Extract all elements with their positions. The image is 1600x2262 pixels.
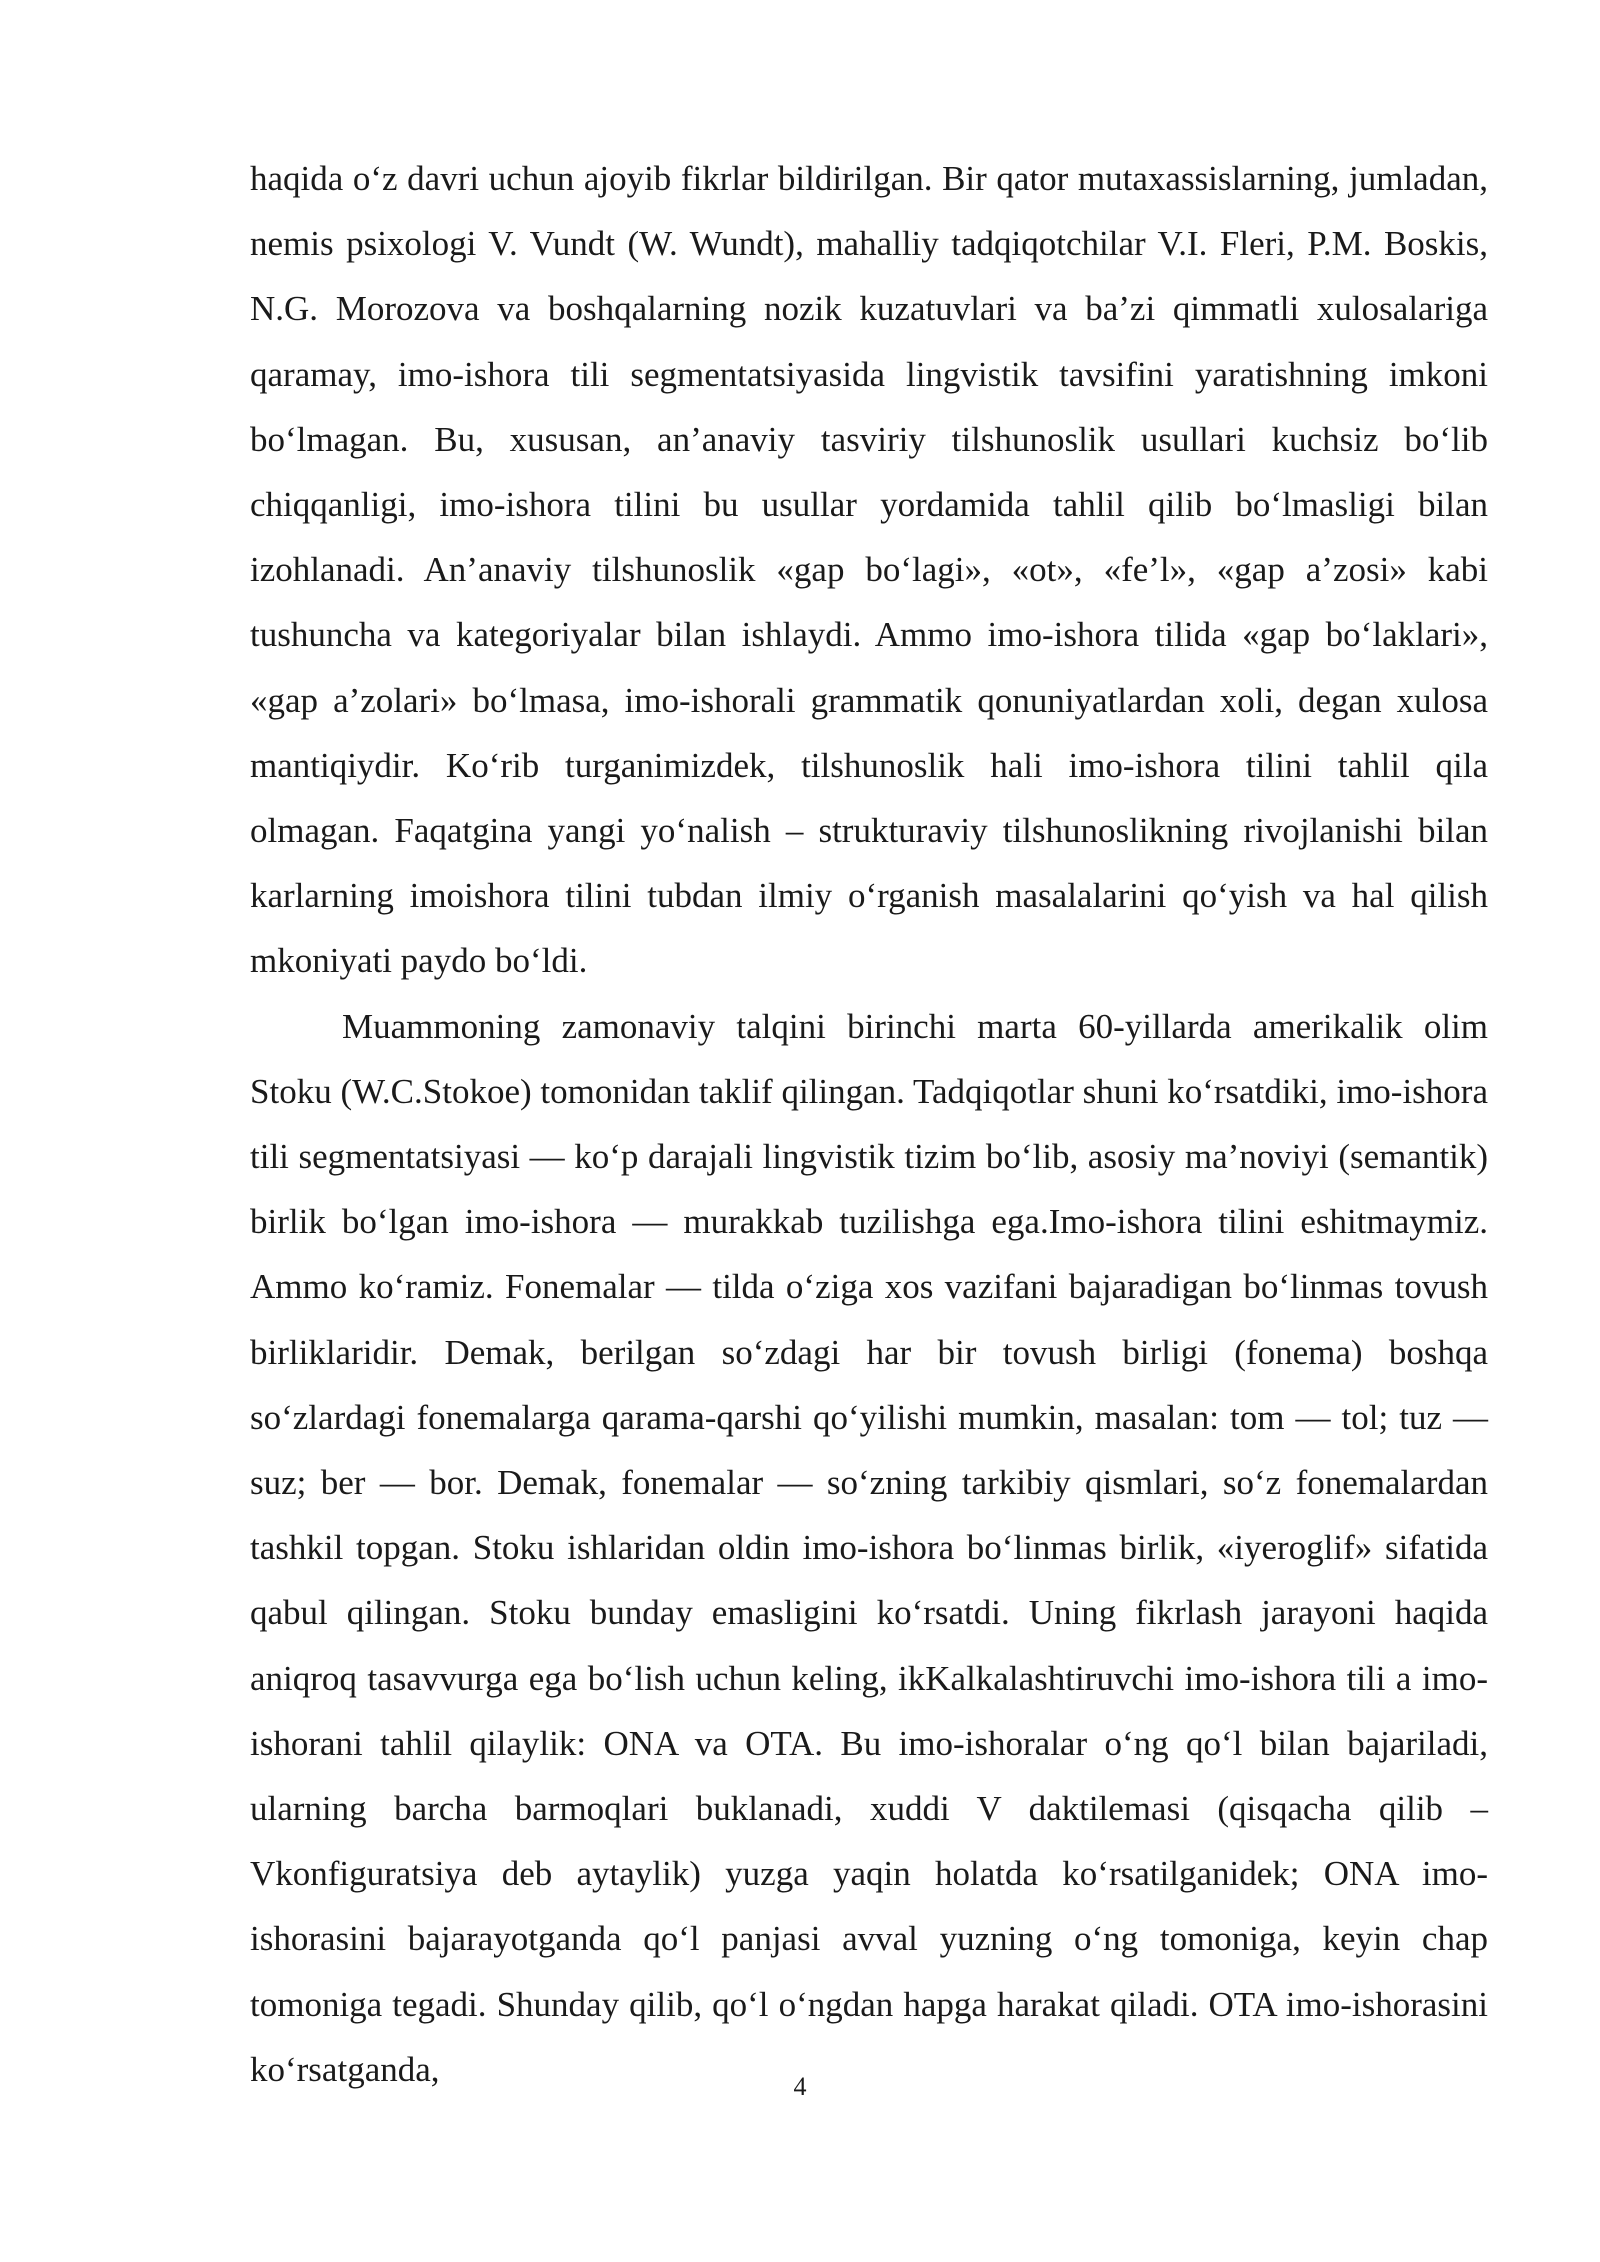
paragraph-stokoe: Muammoning zamonaviy talqini birinchi marta 60-yillarda amerikalik olim Stoku (W.C.Stokoe) tomonidan taklif qilingan. Tadqiqotlar shuni ko‘rsatdiki, imo-ishora tili segmentatsiyasi — ko‘p darajali lingvistik tizim bo‘lib, asosiy ma’noviyi (semantik) birlik bo‘lgan imo-ishora — murakkab tuzilishga ega.Imo-ishora tilini eshitmaymiz. Ammo ko‘ramiz. Fonemalar — tilda o‘ziga xos vazifani bajaradigan bo‘linmas tovush birliklaridir. Demak, berilgan so‘zdagi har bir tovush birligi (fonema) boshqa so‘zlardagi fonemalarga qarama-qarshi qo‘yilishi mumkin, masalan: tom — tol; tuz — suz; ber — bor. Demak, fonemalar — so‘zning tarkibiy qismlari, so‘z fonemalardan tashkil topgan. Stoku ishlaridan oldin imo-ishora bo‘linmas birlik, «iyeroglif» sifatida qabul qilingan. Stoku bunday emasligini ko‘rsatdi. Uning fikrlash jarayoni haqida aniqroq tasavvurga ega bo‘lish uchun keling, ikKalkalashtiruvchi imo-ishora tili a imo-ishorani tahlil qilaylik: ONA va OTA. Bu imo-ishoralar o‘ng qo‘l bilan bajariladi, ularning barcha barmoqlari buklanadi, xuddi V daktilemasi (qisqacha qilib – Vkonfiguratsiya deb aytaylik) yuzga yaqin holatda ko‘rsatilganidek; ONA imo-ishorasini bajarayotganda qo‘l panjasi avval yuzning o‘ng tomoniga, keyin chap tomoniga tegadi. Shunday qilib, qo‘l o‘ngdan hapga harakat qiladi. OTA imo-ishorasini ko‘rsatganda, <box>250 1006 1488 2089</box>
paragraph-continuation: haqida o‘z davri uchun ajoyib fikrlar bildirilgan. Bir qator mutaxassislarning, jumladan, nemis psixologi V. Vundt (W. Wundt), mahalliy tadqiqotchilar V.I. Fleri, P.M. Boskis, N.G. Morozova va boshqalarning nozik kuzatuvlari va ba’zi qimmatli xulosalariga qaramay, imo-ishora tili segmentatsiyasida lingvistik tavsifini yaratishning imkoni bo‘lmagan. Bu, xususan, an’anaviy tasviriy tilshunoslik usullari kuchsiz bo‘lib chiqqanligi, imo-ishora tilini bu usullar yordamida tahlil qilib bo‘lmasligi bilan izohlanadi. An’anaviy tilshunoslik «gap bo‘lagi», «ot», «fe’l», «gap a’zosi» kabi tushuncha va kategoriyalar bilan ishlaydi. Ammo imo-ishora tilida «gap bo‘laklari», «gap a’zolari» bo‘lmasa, imo-ishorali grammatik qonuniyatlardan xoli, degan xulosa mantiqiydir. Ko‘rib turganimizdek, tilshunoslik hali imo-ishora tilini tahlil qila olmagan. Faqatgina yangi yo‘nalish – strukturaviy tilshunoslikning rivojlanishi bilan karlarning imoishora tilini tubdan ilmiy o‘rganish masalalarini qo‘yish va hal qilish mkoniyati paydo bo‘ldi. <box>250 159 1488 981</box>
page-number: 4 <box>793 2072 807 2101</box>
body-text <box>250 146 1488 2102</box>
